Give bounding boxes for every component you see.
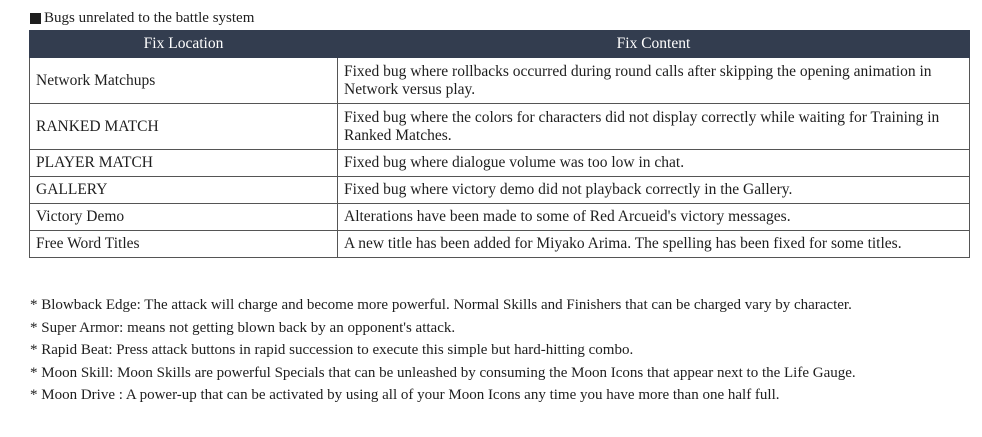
- fix-content-cell: Fixed bug where dialogue volume was too low in chat.: [338, 150, 970, 177]
- fix-location-cell: Victory Demo: [30, 204, 338, 231]
- footnote-blowback-edge: * Blowback Edge: The attack will charge and become more powerful. Normal Skills and Finishers that can be charged vary by character.: [30, 297, 852, 313]
- table-header-row: [30, 31, 970, 58]
- fix-content-cell: Fixed bug where victory demo did not playback correctly in the Gallery.: [338, 177, 970, 204]
- fix-location-cell: Free Word Titles: [30, 231, 338, 258]
- fix-location-cell: PLAYER MATCH: [30, 150, 338, 177]
- fix-content-cell: Fixed bug where the colors for characters did not display correctly while waiting for Training in Ranked Matches.: [338, 104, 970, 150]
- table-row: [30, 150, 970, 177]
- footnote-rapid-beat: * Rapid Beat: Press attack buttons in rapid succession to execute this simple but hard-hitting combo.: [30, 342, 634, 358]
- footnote-super-armor: * Super Armor: means not getting blown back by an opponent's attack.: [30, 319, 456, 336]
- fix-location-cell: Network Matchups: [30, 58, 338, 104]
- table-row: [30, 58, 970, 104]
- table-row: [30, 204, 970, 231]
- fix-content-cell: Fixed bug where rollbacks occurred during round calls after skipping the opening animation in Network versus play.: [338, 58, 970, 104]
- table-row: [30, 231, 970, 258]
- header-fix-content: Fix Content: [338, 31, 970, 58]
- fix-content-cell: A new title has been added for Miyako Arima. The spelling has been fixed for some titles.: [338, 231, 970, 258]
- bug-fix-table: [29, 30, 970, 258]
- fix-content-cell: Alterations have been made to some of Red Arcueid's victory messages.: [338, 204, 970, 231]
- footnotes: [30, 294, 856, 407]
- footnote-moon-skill: * Moon Skill: Moon Skills are powerful Specials that can be unleashed by consuming the Moon Icons that appear next to the Life Gauge.: [30, 364, 856, 381]
- table-row: [30, 177, 970, 204]
- table-row: [30, 104, 970, 150]
- section-title: [30, 9, 254, 27]
- fix-location-cell: GALLERY: [30, 177, 338, 204]
- section-title-text: Bugs unrelated to the battle system: [44, 10, 255, 26]
- footnote-moon-drive: * Moon Drive : A power-up that can be activated by using all of your Moon Icons any time you have more than one half full.: [30, 387, 780, 403]
- fix-location-cell: RANKED MATCH: [30, 104, 338, 150]
- black-square-icon: [30, 13, 41, 24]
- header-fix-location: Fix Location: [30, 31, 338, 58]
